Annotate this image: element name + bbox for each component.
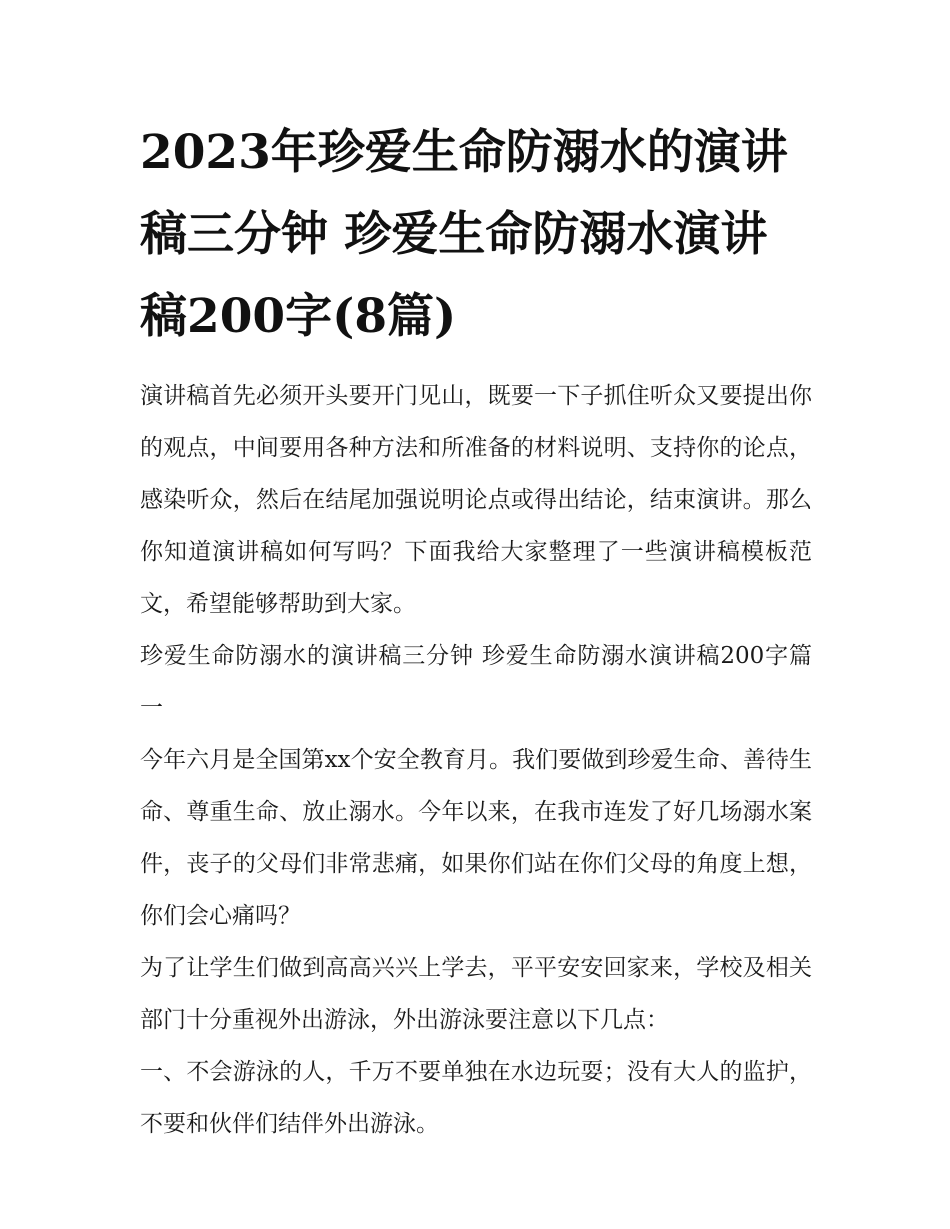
- document-title: 2023年珍爱生命防溺水的演讲稿三分钟 珍爱生命防溺水演讲稿200字(8篇): [140, 125, 788, 344]
- section-heading: 珍爱生命防溺水的演讲稿三分钟 珍爱生命防溺水演讲稿200字篇一: [140, 643, 812, 721]
- document-content: [140, 112, 812, 1150]
- body-paragraph: 为了让学生们做到高高兴兴上学去，平平安安回家来，学校及相关部门十分重视外出游泳，外出游泳要注意以下几点：: [140, 955, 812, 1033]
- body-paragraph: 一、不会游泳的人，千万不要单独在水边玩耍；没有大人的监护，不要和伙伴们结伴外出游泳。: [140, 1059, 812, 1137]
- body-paragraph: 今年六月是全国第xx个安全教育月。我们要做到珍爱生命、善待生命、尊重生命、放止溺水。今年以来，在我市连发了好几场溺水案件，丧子的父母们非常悲痛，如果你们站在你们父母的角度上想，你们会心痛吗？: [140, 747, 812, 929]
- intro-paragraph: 演讲稿首先必须开头要开门见山，既要一下子抓住听众又要提出你的观点，中间要用各种方法和所准备的材料说明、支持你的论点，感染听众，然后在结尾加强说明论点或得出结论，结束演讲。那么你知道演讲稿如何写吗？下面我给大家整理了一些演讲稿模板范文，希望能够帮助到大家。: [140, 383, 812, 617]
